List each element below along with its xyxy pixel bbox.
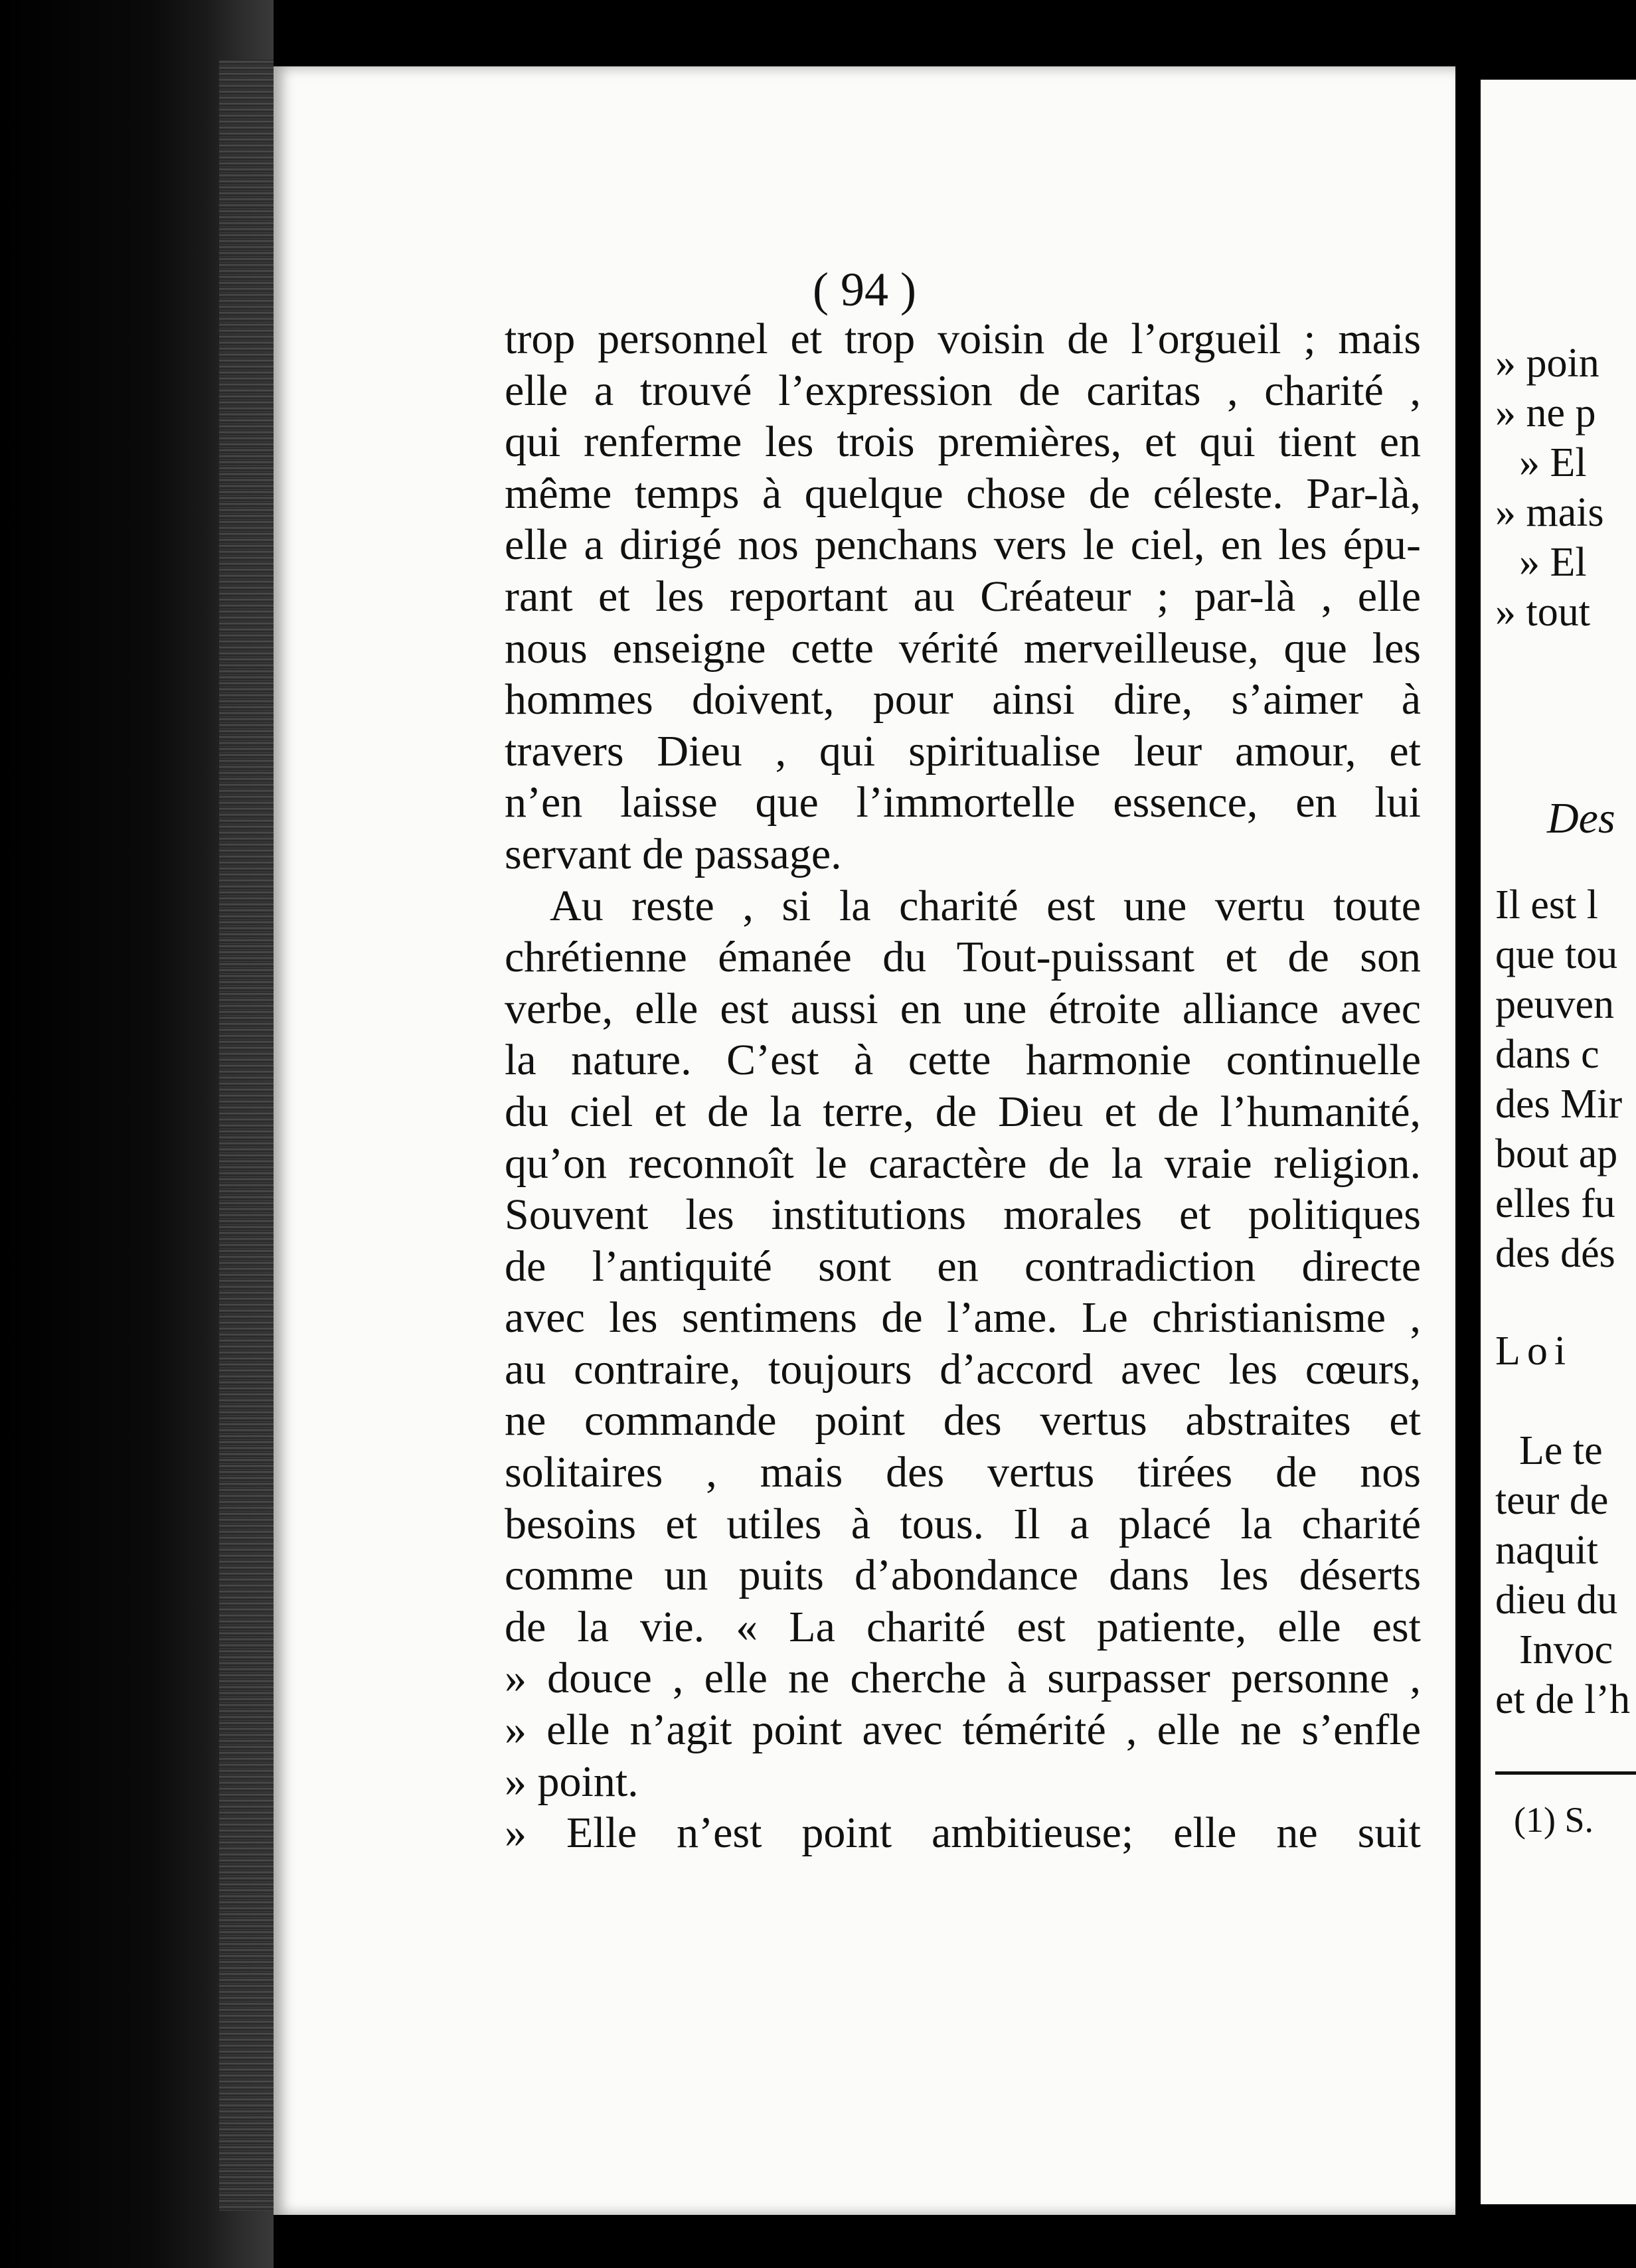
text-line: et de l’h — [1495, 1677, 1631, 1722]
text-line: elles fu — [1495, 1181, 1615, 1226]
text-line: la nature. C’est à cette harmonie continuelle — [505, 1036, 1421, 1085]
footnote: (1) S. — [1514, 1800, 1594, 1840]
text-line: elle a trouvé l’expression de caritas , charité , — [505, 366, 1421, 415]
page-edges — [219, 60, 274, 2211]
text-line: » mais — [1495, 490, 1604, 535]
text-line: bout ap — [1495, 1131, 1618, 1176]
text-line: que tou — [1495, 932, 1618, 977]
text-line: chrétienne émanée du Tout-puissant et de son — [505, 933, 1421, 982]
text-line: qu’on reconnoît le caractère de la vraie religion. — [505, 1139, 1421, 1188]
text-line: au contraire, toujours d’accord avec les cœurs, — [505, 1344, 1421, 1394]
text-line: » Elle n’est point ambitieuse; elle ne suit — [505, 1809, 1421, 1858]
text-line: de la vie. « La charité est patiente, elle est — [505, 1602, 1421, 1651]
text-line: Invoc — [1519, 1627, 1613, 1672]
text-line: dans c — [1495, 1032, 1599, 1077]
text-line: besoins et utiles à tous. Il a placé la charité — [505, 1499, 1421, 1548]
text-line: des dés — [1495, 1231, 1615, 1276]
left-page — [274, 66, 1455, 2215]
gutter — [1455, 66, 1481, 2215]
text-line: elle a dirigé nos penchans vers le ciel, en les épu- — [505, 521, 1421, 570]
text-line: Souvent les institutions morales et politiques — [505, 1190, 1421, 1240]
text-line: des Mir — [1495, 1082, 1623, 1127]
text-line: comme un puits d’abondance dans les déserts — [505, 1551, 1421, 1600]
page-number: ( 94 ) — [813, 263, 916, 316]
text-line: qui renferme les trois premières, et qui tient en — [505, 418, 1421, 467]
body-text — [505, 313, 1421, 1859]
text-line: solitaires , mais des vertus tirées de nos — [505, 1448, 1421, 1497]
text-line: » poin — [1495, 341, 1599, 386]
text-line: rant et les reportant au Créateur ; par-là , elle — [505, 572, 1421, 621]
text-line: avec les sentimens de l’ame. Le christianisme , — [505, 1293, 1421, 1342]
text-line: servant de passage. — [505, 829, 842, 878]
section-heading: Des — [1547, 794, 1615, 843]
text-line: du ciel et de la terre, de Dieu et de l’humanité, — [505, 1087, 1421, 1136]
text-line: » El — [1519, 540, 1587, 585]
text-line: hommes doivent, pour ainsi dire, s’aimer à — [505, 675, 1421, 724]
text-line: travers Dieu , qui spiritualise leur amour, et — [505, 726, 1421, 775]
text-line: nous enseigne cette vérité merveilleuse, que les — [505, 623, 1421, 673]
text-line: naquit — [1495, 1528, 1598, 1573]
text-line: » El — [1519, 440, 1587, 485]
text-line: trop personnel et trop voisin de l’orgueil ; mais — [505, 315, 1421, 363]
footnote-rule — [1495, 1771, 1636, 1775]
text-line: verbe, elle est aussi en une étroite alliance avec — [505, 984, 1421, 1033]
text-line: » tout — [1495, 590, 1590, 635]
text-line: ne commande point des vertus abstraites et — [505, 1396, 1421, 1445]
text-line: » douce , elle ne cherche à surpasser personne , — [505, 1654, 1421, 1703]
text-line: de l’antiquité sont en contradiction directe — [505, 1242, 1421, 1291]
section-heading: Loi — [1495, 1329, 1573, 1374]
text-line: même temps à quelque chose de céleste. Par-là, — [505, 469, 1421, 518]
text-line: Au reste , si la charité est une vertu toute — [550, 881, 1421, 930]
text-line: peuven — [1495, 982, 1615, 1027]
text-line: » point. — [505, 1757, 639, 1806]
text-line: dieu du — [1495, 1578, 1618, 1623]
text-line: teur de — [1495, 1478, 1609, 1523]
text-line: Le te — [1519, 1428, 1603, 1473]
text-line: Il est l — [1495, 882, 1598, 928]
text-line: » ne p — [1495, 390, 1596, 436]
text-line: » elle n’agit point avec témérité , elle ne s’enfle — [505, 1706, 1421, 1755]
text-line: n’en laisse que l’immortelle essence, en lui — [505, 778, 1421, 827]
right-page — [1481, 80, 1636, 2204]
